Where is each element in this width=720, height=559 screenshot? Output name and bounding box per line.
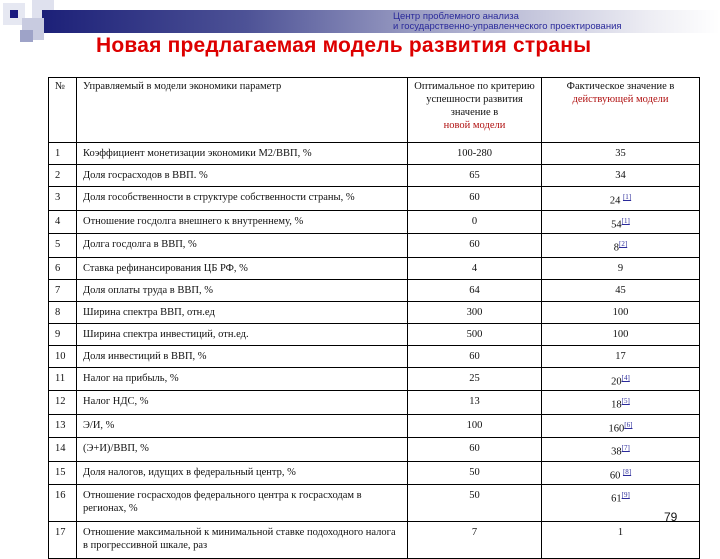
row-actual-value: [542, 234, 700, 258]
page-number: 79: [664, 510, 678, 524]
header-optimal-red: новой модели: [443, 120, 506, 131]
actual-value: 54: [611, 219, 622, 230]
row-actual-value: [542, 323, 700, 345]
footnote-link[interactable]: [8]: [622, 467, 632, 476]
row-number: 12: [49, 391, 77, 415]
actual-value: 45: [615, 284, 626, 296]
table-row: [49, 301, 700, 323]
row-parameter: Долга госдолга в ВВП, %: [77, 234, 408, 258]
table-row: [49, 438, 700, 462]
row-parameter: Ставка рефинансирования ЦБ РФ, %: [77, 257, 408, 279]
row-parameter: Налог на прибыль, %: [77, 367, 408, 391]
table-row: [49, 210, 700, 234]
header-actual-red: действующей модели: [572, 94, 669, 105]
actual-value: 34: [615, 170, 626, 181]
row-number: 15: [49, 461, 77, 485]
row-parameter: Ширина спектра инвестиций, отн.ед.: [77, 323, 408, 345]
row-parameter: Доля оплаты труда в ВВП, %: [77, 279, 408, 301]
row-parameter: Доля налогов, идущих в федеральный центр, %: [77, 461, 408, 485]
row-number: 8: [49, 301, 77, 323]
actual-value: 20: [611, 376, 622, 387]
row-optimal-value: 500: [408, 323, 542, 345]
org-line-2: и государственно-управленческого проектирования: [393, 21, 622, 32]
table-row: [49, 345, 700, 367]
row-optimal-value: 50: [408, 485, 542, 522]
row-optimal-value: 13: [408, 391, 542, 415]
row-number: 11: [49, 367, 77, 391]
row-number: 5: [49, 234, 77, 258]
row-optimal-value: 100: [408, 414, 542, 438]
row-actual-value: [542, 210, 700, 234]
actual-value: 100: [612, 306, 629, 318]
table-row: [49, 461, 700, 485]
footnote-link[interactable]: [4]: [621, 373, 630, 382]
row-number: 2: [49, 165, 77, 187]
row-actual-value: [542, 461, 700, 485]
row-number: 1: [49, 143, 77, 165]
header-param: Управляемый в модели экономики параметр: [77, 78, 408, 143]
row-optimal-value: 4: [408, 257, 542, 279]
table-row: [49, 279, 700, 301]
actual-value: 24: [609, 195, 623, 207]
row-optimal-value: 60: [408, 345, 542, 367]
row-parameter: Налог НДС, %: [77, 391, 408, 415]
actual-value: 17: [615, 350, 626, 362]
row-parameter: Доля инвестиций в ВВП, %: [77, 345, 408, 367]
row-number: 4: [49, 210, 77, 234]
row-number: 9: [49, 323, 77, 345]
row-actual-value: [542, 522, 700, 559]
row-parameter: Доля гособственности в структуре собственности страны, %: [77, 187, 408, 211]
row-number: 3: [49, 187, 77, 211]
row-number: 13: [49, 414, 77, 438]
table-row: [49, 367, 700, 391]
row-actual-value: [542, 279, 700, 301]
footnote-link[interactable]: [9]: [621, 491, 630, 499]
row-optimal-value: 60: [408, 438, 542, 462]
row-parameter: Коэффициент монетизации экономики М2/ВВП, %: [77, 143, 408, 165]
footnote-link[interactable]: [7]: [621, 444, 630, 452]
header-optimal: [408, 78, 542, 143]
row-parameter: Э/И, %: [77, 414, 408, 438]
row-parameter: Отношение госрасходов федерального центра к госрасходам в регионах, %: [77, 485, 408, 522]
row-parameter: Отношение максимальной к минимальной ставке подоходного налога в прогрессивной шкале, раз: [77, 522, 408, 559]
table-row: [49, 187, 700, 211]
footnote-link[interactable]: [6]: [624, 420, 633, 429]
row-optimal-value: 300: [408, 301, 542, 323]
row-number: 17: [49, 522, 77, 559]
row-optimal-value: 64: [408, 279, 542, 301]
header-optimal-text: Оптимальное по критерию успешности развития значение в: [414, 81, 535, 118]
actual-value: 100: [612, 328, 629, 340]
actual-value: 61: [611, 493, 622, 505]
table-row: [49, 485, 700, 522]
row-actual-value: [542, 143, 700, 165]
row-actual-value: [542, 414, 700, 438]
row-actual-value: [542, 367, 700, 391]
row-number: 16: [49, 485, 77, 522]
row-optimal-value: 100-280: [408, 143, 542, 165]
table-row: [49, 323, 700, 345]
row-optimal-value: 0: [408, 210, 542, 234]
table-row: [49, 391, 700, 415]
actual-value: 18: [611, 399, 622, 411]
row-optimal-value: 50: [408, 461, 542, 485]
row-actual-value: [542, 187, 700, 211]
table-row: [49, 257, 700, 279]
row-number: 7: [49, 279, 77, 301]
table-row: [49, 414, 700, 438]
row-number: 14: [49, 438, 77, 462]
actual-value: 38: [611, 446, 622, 458]
row-optimal-value: 7: [408, 522, 542, 559]
header-actual: [542, 78, 700, 143]
row-actual-value: [542, 257, 700, 279]
row-parameter: Доля госрасходов в ВВП. %: [77, 165, 408, 187]
table-header-row: [49, 78, 700, 143]
row-parameter: Ширина спектра ВВП, отн.ед: [77, 301, 408, 323]
actual-value: 160: [608, 423, 625, 434]
table-row: [49, 165, 700, 187]
organization-name: [393, 12, 622, 32]
row-actual-value: [542, 438, 700, 462]
row-actual-value: [542, 391, 700, 415]
row-parameter: (Э+И)/ВВП, %: [77, 438, 408, 462]
parameters-table: [48, 77, 700, 559]
footnote-link[interactable]: [2]: [619, 240, 628, 248]
header-actual-text: Фактическое значение в: [566, 81, 675, 92]
footnote-link[interactable]: [5]: [621, 397, 630, 405]
decor-square-dark: [10, 10, 18, 18]
footnote-link[interactable]: [1]: [622, 193, 632, 201]
footnote-link[interactable]: [1]: [621, 216, 630, 225]
row-optimal-value: 60: [408, 234, 542, 258]
row-optimal-value: 65: [408, 165, 542, 187]
row-actual-value: [542, 165, 700, 187]
row-optimal-value: 25: [408, 367, 542, 391]
header-num: №: [49, 78, 77, 143]
table-row: [49, 234, 700, 258]
row-parameter: Отношение госдолга внешнего к внутреннему, %: [77, 210, 408, 234]
org-line-1: Центр проблемного анализа: [393, 11, 519, 22]
decor-square: [20, 30, 33, 42]
row-actual-value: [542, 301, 700, 323]
actual-value: 35: [615, 148, 626, 159]
page-title: Новая предлагаемая модель развития страны: [96, 34, 592, 57]
actual-value: 1: [617, 527, 624, 538]
row-optimal-value: 60: [408, 187, 542, 211]
actual-value: 9: [617, 262, 624, 274]
actual-value: 8: [613, 242, 620, 254]
table-row: [49, 143, 700, 165]
row-actual-value: [542, 345, 700, 367]
actual-value: 60: [609, 470, 623, 481]
row-number: 6: [49, 257, 77, 279]
row-number: 10: [49, 345, 77, 367]
table-body: [49, 143, 700, 559]
table-row: [49, 522, 700, 559]
